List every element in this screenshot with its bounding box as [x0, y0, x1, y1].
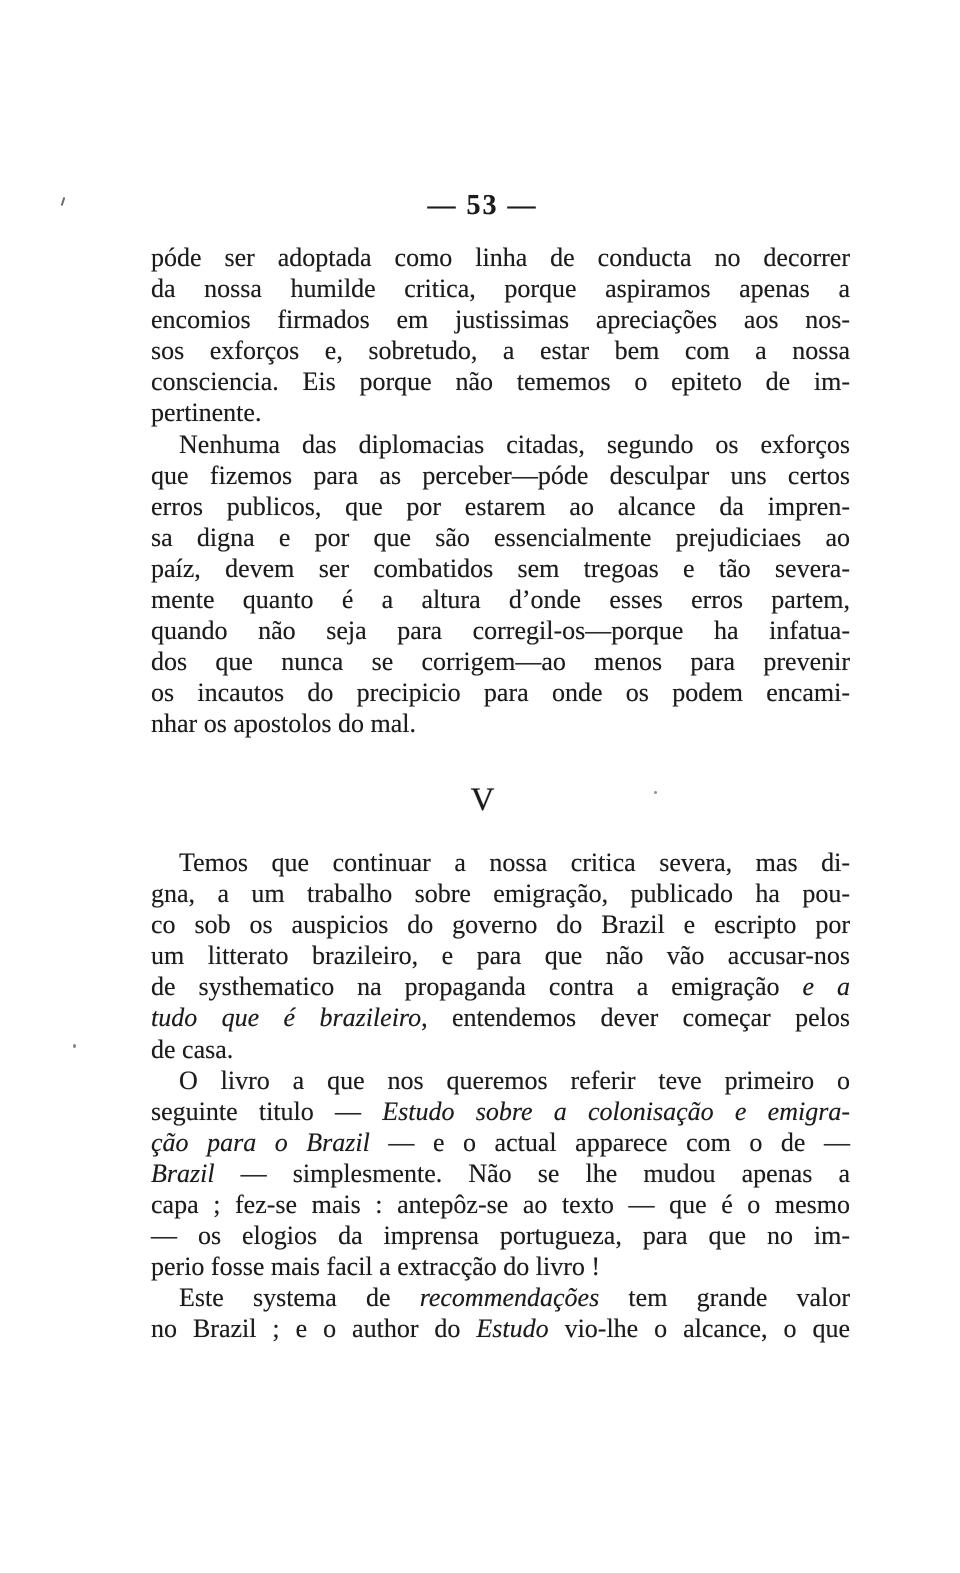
italic-text: Estudo sobre a colonisação e emigra- [382, 1096, 850, 1126]
text-segment: um litterato brazileiro, e para que não vão accusar-nos [151, 941, 850, 971]
italic-text: ção para o Brazil [151, 1127, 370, 1157]
text-line [151, 1282, 850, 1313]
text-line [151, 335, 850, 366]
text-line [151, 940, 850, 971]
italic-text: tudo que é brazileiro [151, 1003, 422, 1033]
text-segment: — simplesmente. Não se lhe mudou apenas a [214, 1158, 850, 1188]
scan-speck [73, 1044, 76, 1048]
text-segment: mente quanto é a altura d’onde esses erros partem, [151, 585, 850, 615]
text-segment: de casa. [151, 1034, 234, 1064]
text-line [151, 677, 850, 708]
text-segment: nhar os apostolos do mal. [151, 709, 417, 739]
text-segment: O livro a que nos queremos referir teve primeiro o [179, 1065, 850, 1095]
text-line [151, 646, 850, 677]
text-line [151, 615, 850, 646]
text-segment: póde ser adoptada como linha de conducta no decorrer [151, 243, 850, 272]
text-line [151, 878, 850, 909]
text-segment: — e o actual apparece com o de — [369, 1127, 850, 1157]
text-line [151, 366, 850, 397]
text-segment: tem grande valor [599, 1283, 850, 1313]
italic-text: Brazil [151, 1158, 215, 1188]
text-line [151, 1034, 850, 1065]
text-line [151, 1189, 850, 1220]
text-segment: dos que nunca se corrigem—ao menos para prevenir [151, 647, 850, 677]
text-segment: co sob os auspicios do governo do Brazil e escripto por [151, 910, 850, 940]
text-segment: os incautos do precipicio para onde os podem encami- [151, 678, 850, 708]
text-line [151, 1220, 850, 1251]
italic-text: e a [802, 972, 850, 1002]
text-line [151, 242, 850, 273]
section-heading: V [470, 782, 495, 818]
text-block-upper [151, 242, 850, 740]
scan-speck [61, 197, 66, 206]
text-line [151, 1096, 850, 1127]
text-line [151, 553, 850, 584]
text-segment: gna, a um trabalho sobre emigração, publicado ha pou- [151, 879, 850, 909]
text-line [151, 708, 850, 739]
text-block-lower [151, 847, 850, 1345]
text-line [151, 584, 850, 615]
text-segment: Nenhuma das diplomacias citadas, segundo os exforços [179, 429, 850, 459]
text-line [151, 847, 850, 878]
text-segment: de systhematico na propaganda contra a emigração [151, 972, 803, 1002]
text-line [151, 909, 850, 940]
text-line [151, 1127, 850, 1158]
text-line [151, 460, 850, 491]
italic-text: Estudo [476, 1314, 549, 1344]
text-segment: seguinte titulo — [151, 1096, 383, 1126]
text-line [151, 397, 850, 428]
text-segment: da nossa humilde critica, porque aspiramos apenas a [151, 274, 850, 304]
text-line [151, 273, 850, 304]
text-line [151, 491, 850, 522]
text-segment: erros publicos, que por estarem ao alcance da impren- [151, 491, 850, 521]
text-segment: sa digna e por que são essencialmente prejudiciaes ao [151, 522, 850, 552]
text-segment: pertinente. [151, 398, 262, 428]
text-line [151, 1002, 850, 1033]
text-segment: vio-lhe o alcance, o que [548, 1314, 850, 1344]
text-segment: Este systema de [179, 1283, 420, 1313]
text-line [151, 1065, 850, 1096]
text-line [151, 971, 850, 1002]
text-segment: que fizemos para as perceber—póde desculpar uns certos [151, 460, 850, 490]
text-segment: no Brazil ; e o author do [151, 1314, 477, 1344]
italic-text: recommendações [419, 1283, 600, 1313]
text-segment: perio fosse mais facil a extracção do livro ! [151, 1252, 601, 1282]
text-line [151, 429, 850, 460]
page-number: — 53 — [427, 190, 538, 221]
text-segment: quando não seja para corregil-os—porque ha infatua- [151, 616, 850, 646]
text-segment: capa ; fez-se mais : antepôz-se ao texto — que é o mesmo [151, 1190, 850, 1220]
text-segment: , entendemos dever começar pelos [421, 1003, 850, 1033]
text-segment: — os elogios da imprensa portugueza, para que no im- [151, 1221, 850, 1251]
text-segment: encomios firmados em justissimas apreciações aos nos- [151, 305, 850, 335]
text-segment: consciencia. Eis porque não tememos o epiteto de im- [151, 367, 850, 397]
text-segment: Temos que continuar a nossa critica severa, mas di- [179, 848, 850, 877]
text-line [151, 1158, 850, 1189]
text-line [151, 304, 850, 335]
text-line [151, 1313, 850, 1344]
text-segment: sos exforços e, sobretudo, a estar bem com a nossa [151, 336, 850, 366]
text-line [151, 1251, 850, 1282]
text-line [151, 522, 850, 553]
text-segment: paíz, devem ser combatidos sem tregoas e tão severa- [151, 553, 850, 583]
